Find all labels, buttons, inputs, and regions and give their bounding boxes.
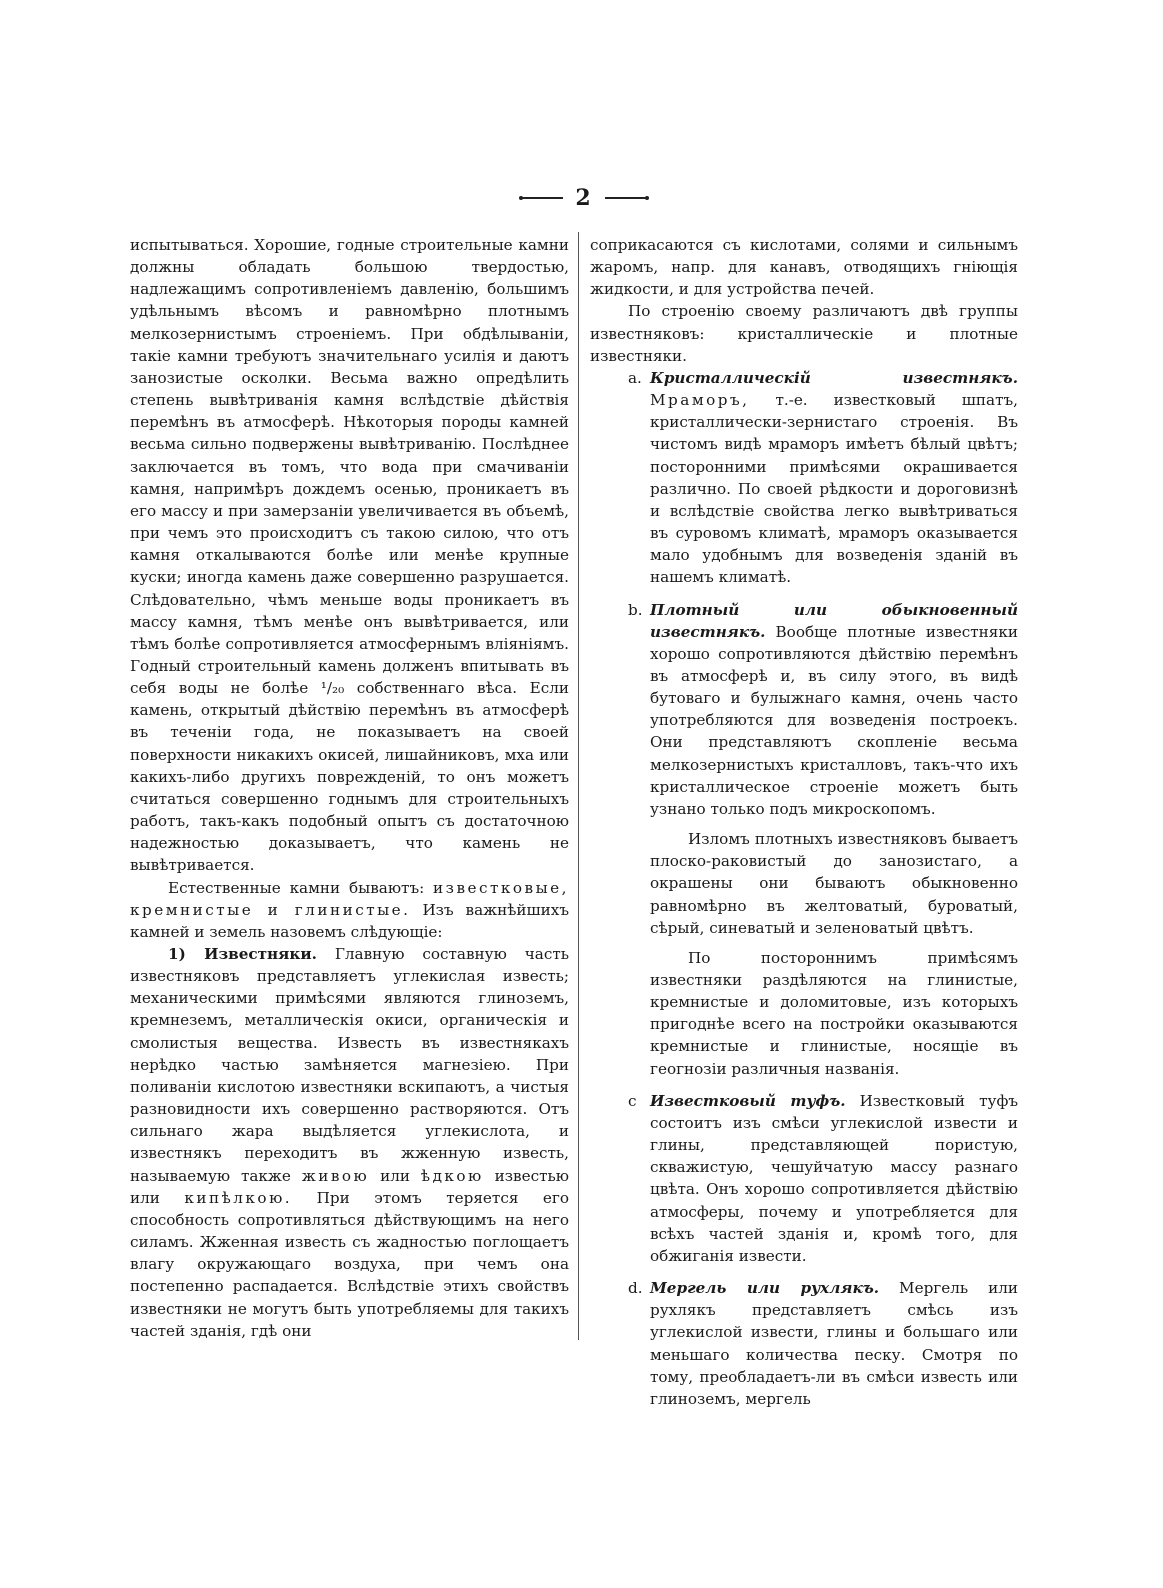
page-number: 2 [575,185,591,211]
item-title: Плотный или обыкновенный известнякъ. [650,600,1018,641]
item-text: Вообще плотные известняки хорошо сопротивляются дѣйствію перемѣнъ въ атмосферѣ и, въ силу этого, въ видѣ бутоваго и булыжнаго камня, очень часто употребляются для возведенія построекъ. Они представляютъ скопленіе весьма мелкозернистыхъ кристалловъ, такъ-что ихъ кристаллическое строеніе можетъ быть узнано только подъ микроскопомъ. [650,622,1018,818]
item-text: т.-е. известковый шпатъ, кристаллически-зернистаго строенія. Въ чистомъ видѣ мраморъ имѣетъ бѣлый цвѣтъ; посторонними примѣсями окрашивается различно. По своей рѣдкости и дороговизнѣ и вслѣдствіе свойства легко вывѣтриваться въ суровомъ климатѣ, мраморъ оказывается мало удобнымъ для возведенія зданій въ нашемъ климатѣ. [650,391,1018,587]
item-marker: d. [628,1279,643,1298]
subparagraph-fracture: Изломъ плотныхъ известняковъ бываетъ плоско-раковистый до занозистаго, а окрашены они бываютъ обыкновенно равномѣрно въ желтоватый, буроватый, сѣрый, синеватый и зеленоватый цвѣтъ. [650,830,1018,937]
right-column [590,234,1018,1410]
section-heading-limestones: 1) Известняки. [168,945,317,963]
term-kipelkoyu: кипѣлкою. [184,1188,293,1207]
item-marker: c [628,1091,637,1110]
term-zhivoyu: живою [301,1166,370,1185]
term-connector-mid: известью или [130,1166,569,1207]
list-item-d [590,1277,1018,1410]
term-marble: Мраморъ, [650,391,750,410]
item-marker: a. [628,368,642,387]
item-text: Известковый туфъ состоитъ изъ смѣси углекислой извести и глины, представляющей пористую, скважистую, чешуйчатую массу разнаго цвѣта. Онъ хорошо сопротивляется дѣйствію атмосферы, почему и употребляется для всѣхъ частей зданія и, кромѣ того, для обжиганія извести. [650,1091,1018,1265]
header-ornament-right [605,197,647,199]
paragraph-stone-types [130,877,569,943]
subparagraph-admixtures: По постороннимъ примѣсямъ известняки раздѣляются на глинистые, кремнистые и доломитовые, изъ которыхъ пригоднѣе всего на постройки оказываются кремнистые и глинистые, носящіе въ геогнозіи различныя названія. [650,948,1018,1078]
limestones-text: Главную составную часть известняковъ представляетъ углекислая известь; механическими примѣсями являются глиноземъ, кремнеземъ, металлическія окиси, органическія и смолистыя вещества. Известь въ известнякахъ нерѣдко частью замѣняется магнезіею. При поливаніи кислотою известняки вскипаютъ, а чистыя разновидности ихъ совершенно растворяются. Отъ сильнаго жара выдѣляется углекислота, и известнякъ переходитъ въ жженную известь, называемую также [130,945,570,1185]
stone-types-lead: Естественные камни бываютъ: [168,878,434,897]
paragraph-continuation: испытываться. Хорошие, годные строительные камни должны обладать большою твердостью, надлежащимъ сопротивленіемъ давленію, большимъ удѣльнымъ вѣсомъ и равномѣрно плотнымъ мелкозернистымъ строеніемъ. При обдѣлываніи, такіе камни требуютъ значительнаго усилія и даютъ занозистые осколки. Весьма важно опредѣлить степень вывѣтриванія камня вслѣдствіе дѣйствія перемѣнъ въ атмосферѣ. Нѣкоторыя породы камней весьма сильно подвержены вывѣтриванію. Послѣднее заключается въ томъ, что вода при смачиваніи камня, напримѣръ дождемъ осенью, проникаетъ въ его массу и при замерзаніи увеличивается въ объемѣ, при чемъ это происходитъ съ такою силою, что отъ камня откалываются болѣе или менѣе крупные куски; иногда камень даже совершенно разрушается. Слѣдовательно, чѣмъ меньше воды проникаетъ въ массу камня, тѣмъ менѣе онъ вывѣтривается, или тѣмъ болѣе сопротивляется атмосфернымъ вліяніямъ. Годный строительный камень долженъ впитывать въ себя воды не болѣе ¹/₂₀ собственнаго вѣса. Если камень, открытый дѣйствію перемѣнъ въ атмосферѣ въ теченіи года, не показываетъ на своей поверхности никакихъ окисей, лишайниковъ, мха или какихъ-либо другихъ поврежденій, то онъ можетъ считаться совершенно годнымъ для строительныхъ работъ, такъ-какъ подобный опытъ съ достаточною надежностью доказываетъ, что камень не вывѣтривается. [130,236,569,875]
left-column [130,234,569,1342]
item-title: Мергель или рухлякъ. [650,1279,880,1298]
paragraph-structure: По строенію своему различаютъ двѣ группы известняковъ: кристаллическіе и плотные известняки. [590,302,1018,365]
item-title: Известковый туфъ. [650,1091,846,1110]
list-item-a [590,367,1018,589]
item-marker: b. [628,600,643,619]
term-edkoyu: ѣдкою [420,1166,484,1185]
stone-types-list: известковые, кремнистые и глинистые. [130,878,569,919]
term-connector-or: или [369,1166,421,1185]
header-ornament-left [521,197,563,199]
stone-types-rest: Изъ важнѣйшихъ камней и земель назовемъ слѣдующіе: [130,900,570,941]
paragraph-continuation-right: соприкасаются съ кислотами, солями и сильнымъ жаромъ, напр. для канавъ, отводящихъ гніющія жидкости, и для устройства печей. [590,236,1018,299]
limestones-text-end: При этомъ теряется его способность сопротивляться дѣйствующимъ на него силамъ. Жженная известь съ жадностью поглощаетъ влагу окружающаго воздуха, при чемъ она постепенно распадается. Вслѣдствіе этихъ свойствъ известняки не могутъ быть употребляемы для такихъ частей зданія, гдѣ они [130,1188,569,1340]
page-header [0,186,1163,210]
paragraph-limestones [130,943,569,1342]
list-item-c [590,1090,1018,1267]
list-item-b [590,599,1018,821]
item-title: Кристаллическій известнякъ. [650,368,1018,387]
column-divider [578,232,579,1340]
item-text: Мергель или рухлякъ представляетъ смѣсь изъ углекислой извести, глины и большаго или меньшаго количества песку. Смотря по тому, преобладаетъ-ли въ смѣси известь или глиноземъ, мергель [650,1279,1019,1408]
